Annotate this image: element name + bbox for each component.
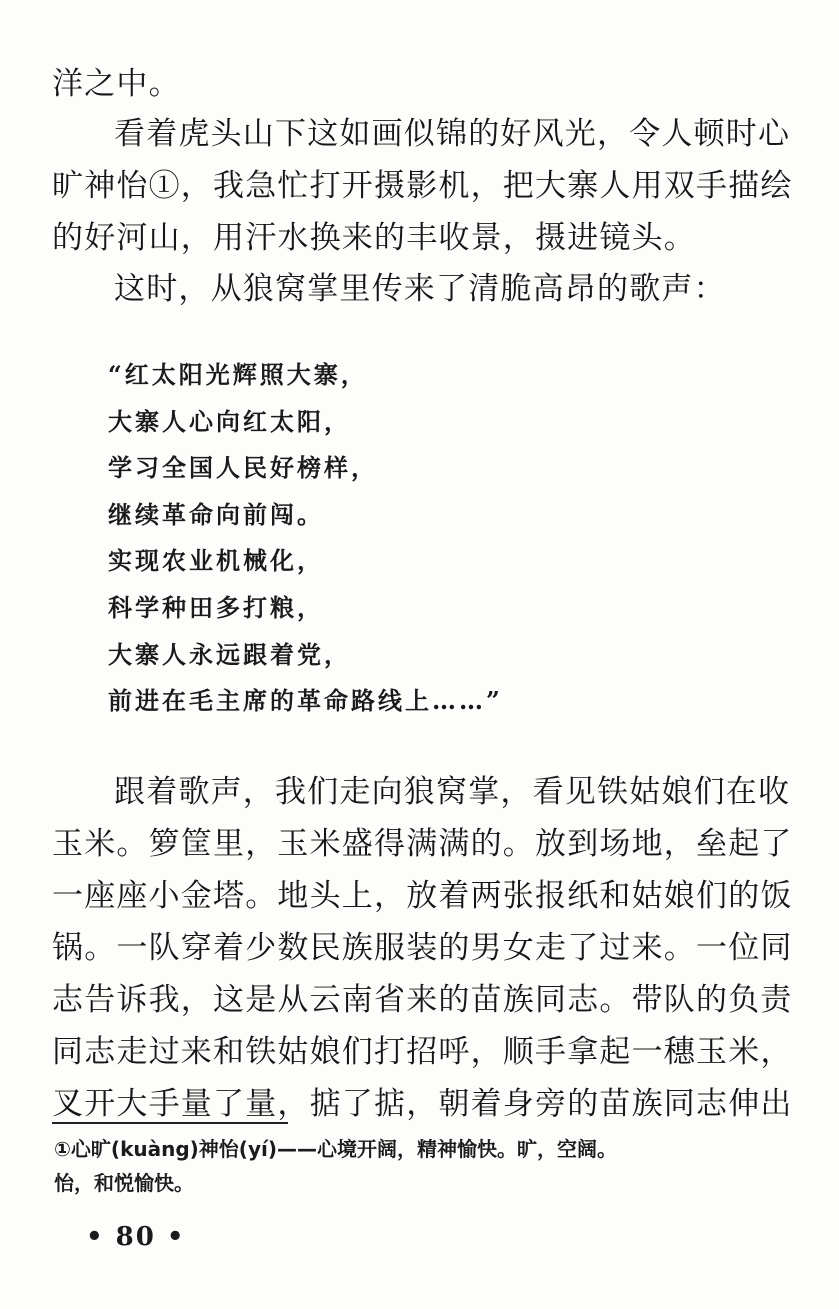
footnote-line: 怡，和悦愉快。 (54, 1171, 194, 1195)
lyric-line: 学习全国人民好榜样， (108, 453, 378, 483)
paragraph-scenery (52, 108, 812, 264)
text-line: 跟着歌声，我们走向狼窝掌，看见铁姑娘们在收 (114, 774, 791, 810)
footnote-divider (52, 1122, 288, 1124)
text-line: 一座座小金塔。地头上，放着两张报纸和姑娘们的饭 (52, 878, 793, 914)
footnote-line: ①心旷(kuàng)神怡(yí)——心境开阔，精神愉快。旷，空阔。 (54, 1137, 617, 1161)
lyric-line: 前进在毛主席的革命路线上……” (108, 686, 503, 716)
text-line: 这时，从狼窝掌里传来了清脆高昂的歌声： (114, 271, 726, 307)
text-line: 锅。一队穿着少数民族服装的男女走了过来。一位同 (52, 930, 793, 966)
lyric-line: 大寨人永远跟着党， (108, 639, 351, 669)
lyric-line: 继续革命向前闯。 (108, 499, 324, 529)
paragraph-continuation (52, 58, 812, 110)
text-line: 洋之中。 (52, 66, 181, 102)
paragraph-corn-harvest (52, 766, 812, 1130)
lyric-line: 大寨人心向红太阳， (108, 406, 351, 436)
text-line: 玉米。箩筐里，玉米盛得满满的。放到场地，垒起了 (52, 826, 793, 862)
song-lyrics (108, 352, 748, 725)
text-line: 志告诉我，这是从云南省来的苗族同志。带队的负责 (52, 982, 793, 1018)
footnote (54, 1132, 824, 1200)
text-line: 看着虎头山下这如画似锦的好风光，令人顿时心 (114, 116, 791, 152)
lyric-line: 实现农业机械化， (108, 546, 324, 576)
paragraph-song-intro (52, 263, 812, 315)
text-line: 同志走过来和铁姑娘们打招呼，顺手拿起一穗玉米， (52, 1034, 793, 1070)
text-line: 旷神怡①，我急忙打开摄影机，把大寨人用双手描绘 (52, 168, 793, 204)
lyric-line: “红太阳光辉照大寨， (108, 360, 368, 389)
lyric-line: 科学种田多打粮， (108, 592, 324, 622)
text-line: 的好河山，用汗水换来的丰收景，摄进镜头。 (52, 220, 696, 256)
text-line: 叉开大手量了量，掂了掂，朝着身旁的苗族同志伸出 (52, 1086, 793, 1122)
page-number: • 80 • (86, 1222, 186, 1252)
